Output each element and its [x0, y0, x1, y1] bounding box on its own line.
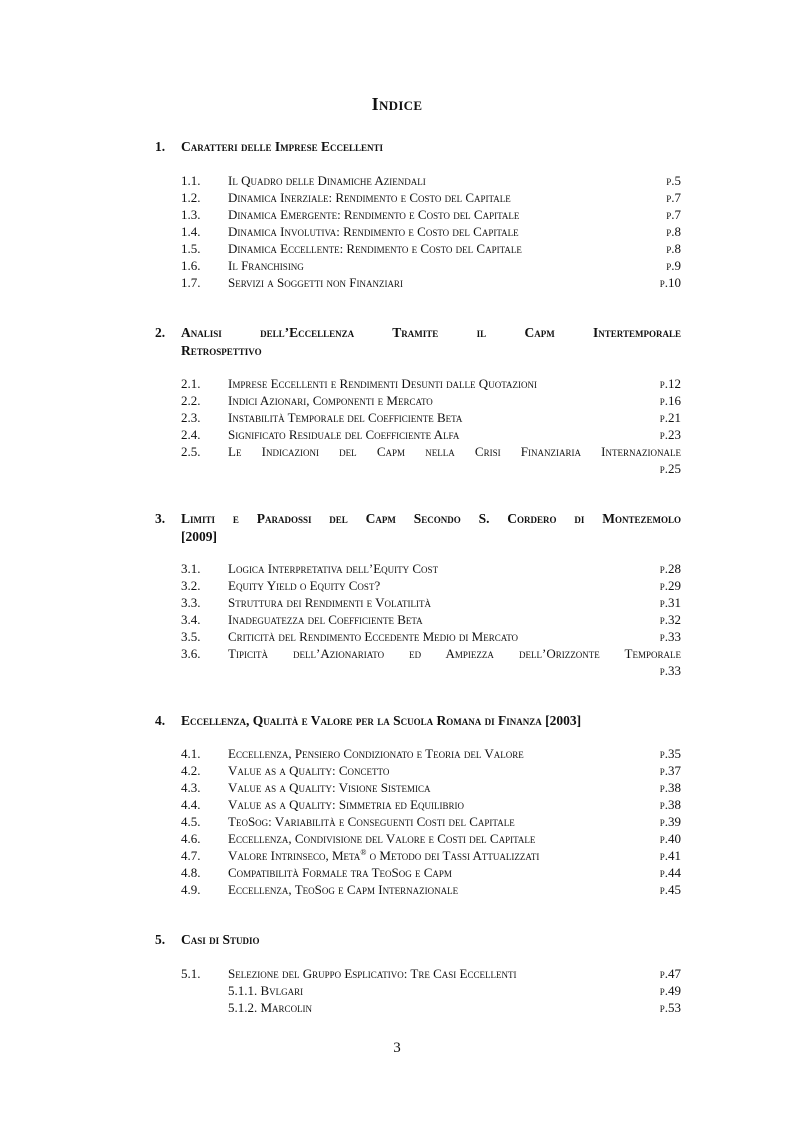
- toc-entry: [181, 965, 681, 982]
- toc-entry: [181, 392, 681, 409]
- entry-title: Logica Interpretativa dell’Equity Cost: [228, 561, 439, 576]
- chapter-title-continued: [2009]: [181, 528, 217, 544]
- entry-page: p.44: [659, 865, 681, 880]
- entry-number: 3.3.: [181, 595, 201, 610]
- entry-title: Dinamica Involutiva: Rendimento e Costo del Capitale: [228, 224, 519, 239]
- entry-title: Value as a Quality: Simmetria ed Equilibrio: [228, 797, 465, 812]
- toc-entry: [181, 426, 681, 443]
- entry-title: Eccellenza, Condivisione del Valore e Costi del Capitale: [228, 831, 536, 846]
- entry-page: p.7: [666, 207, 681, 222]
- chapter-number: 1.: [155, 139, 166, 154]
- entry-title: Eccellenza, TeoSog e Capm Internazionale: [228, 882, 459, 897]
- entry-page: p.5: [666, 173, 681, 188]
- entry-number: 2.1.: [181, 376, 201, 391]
- entry-page: p.8: [666, 241, 681, 256]
- entry-title: Value as a Quality: Visione Sistemica: [228, 780, 431, 795]
- entry-number: 5.1.: [181, 966, 201, 981]
- entry-number: 4.9.: [181, 882, 201, 897]
- toc-entry: [181, 240, 681, 257]
- chapter-heading: [155, 712, 681, 730]
- chapter-heading: [155, 324, 681, 359]
- entry-title: Equity Yield o Equity Cost?: [228, 578, 381, 593]
- entry-title: Dinamica Emergente: Rendimento e Costo del Capitale: [228, 207, 520, 222]
- toc-entry: [181, 830, 681, 847]
- subentry-title: 5.1.1. Bvlgari: [228, 983, 304, 998]
- entry-page: p.10: [659, 275, 681, 290]
- entry-title: Significato Residuale del Coefficiente Alfa: [228, 427, 460, 442]
- toc-entry: [181, 864, 681, 881]
- entry-page: p.28: [659, 561, 681, 576]
- entry-page: p.25: [659, 461, 681, 476]
- entry-page: p.31: [659, 595, 681, 610]
- entry-page: p.16: [659, 393, 681, 408]
- subentry-title: 5.1.2. Marcolin: [228, 1000, 313, 1015]
- entry-title: Eccellenza, Pensiero Condizionato e Teoria del Valore: [228, 746, 524, 761]
- toc-entry: [181, 189, 681, 206]
- entry-title: Selezione del Gruppo Esplicativo: Tre Casi Eccellenti: [228, 966, 517, 981]
- entry-number: 3.2.: [181, 578, 201, 593]
- toc-entry: [181, 847, 681, 864]
- entry-title: Le Indicazioni del Capm nella Crisi Finanziaria Internazionale: [228, 444, 681, 459]
- entry-number: 4.2.: [181, 763, 201, 778]
- page-number: 3: [393, 1040, 401, 1056]
- toc-entry: [181, 206, 681, 223]
- entry-number: 4.5.: [181, 814, 201, 829]
- toc-entry: [181, 409, 681, 426]
- entry-page: p.38: [659, 780, 681, 795]
- entry-title: Il Franchising: [228, 258, 304, 273]
- entry-title: Dinamica Eccellente: Rendimento e Costo del Capitale: [228, 241, 522, 256]
- entry-number: 1.4.: [181, 224, 201, 239]
- entry-page: p.33: [659, 629, 681, 644]
- entry-page: p.35: [659, 746, 681, 761]
- toc-entry: [181, 881, 681, 898]
- entry-title: Imprese Eccellenti e Rendimenti Desunti dalle Quotazioni: [228, 376, 537, 391]
- entry-number: 4.4.: [181, 797, 201, 812]
- entry-title: Criticità del Rendimento Eccedente Medio di Mercato: [228, 629, 519, 644]
- entry-title: Struttura dei Rendimenti e Volatilità: [228, 595, 432, 610]
- entry-number: 3.4.: [181, 612, 201, 627]
- entry-page: p.32: [659, 612, 681, 627]
- toc-entry: [181, 628, 681, 645]
- entry-number: 3.6.: [181, 646, 201, 661]
- entry-number: 3.5.: [181, 629, 201, 644]
- entry-number: 2.2.: [181, 393, 201, 408]
- entry-title: Compatibilità Formale tra TeoSog e Capm: [228, 865, 452, 880]
- entry-number: 2.5.: [181, 444, 201, 459]
- entry-page: p.49: [659, 983, 681, 998]
- toc-entry: [181, 443, 681, 460]
- entry-title: [228, 847, 539, 864]
- entry-page: p.33: [659, 663, 681, 678]
- registered-mark: ®: [360, 848, 367, 857]
- entry-number: 2.3.: [181, 410, 201, 425]
- entry-number: 4.7.: [181, 848, 201, 863]
- page-title: Indice: [371, 94, 423, 114]
- entry-number: 4.3.: [181, 780, 201, 795]
- entry-number: 2.4.: [181, 427, 201, 442]
- chapter-number: 2.: [155, 325, 166, 340]
- entry-title-part: Valore Intrinseco, Meta: [228, 848, 361, 863]
- chapter-heading: [155, 138, 681, 156]
- entry-page: p.39: [659, 814, 681, 829]
- entry-page: p.41: [659, 848, 681, 863]
- toc-entry: [181, 762, 681, 779]
- entry-page: p.38: [659, 797, 681, 812]
- entry-number: 1.6.: [181, 258, 201, 273]
- chapter-heading: [155, 510, 681, 545]
- toc-subentry: [181, 999, 681, 1016]
- entry-page: p.7: [666, 190, 681, 205]
- entry-number: 1.5.: [181, 241, 201, 256]
- toc-entry: [181, 779, 681, 796]
- entry-number: 4.1.: [181, 746, 201, 761]
- entry-number: 4.6.: [181, 831, 201, 846]
- chapter-number: 4.: [155, 713, 166, 728]
- entry-page: p.12: [659, 376, 681, 391]
- entry-page: p.53: [659, 1000, 681, 1015]
- entry-title: Indici Azionari, Componenti e Mercato: [228, 393, 433, 408]
- toc-entry: [181, 813, 681, 830]
- toc-entry: [181, 796, 681, 813]
- chapter-number: 3.: [155, 511, 166, 526]
- entry-title: TeoSog: Variabilità e Conseguenti Costi del Capitale: [228, 814, 515, 829]
- entry-title-part: o Metodo dei Tassi Attualizzati: [366, 848, 540, 863]
- entry-title: Il Quadro delle Dinamiche Aziendali: [228, 173, 426, 188]
- toc-entry: [181, 223, 681, 240]
- chapter-title: Analisi dell’Eccellenza Tramite il Capm Intertemporale: [181, 325, 681, 340]
- chapter-heading: [155, 931, 681, 949]
- toc-entry: [181, 375, 681, 392]
- entry-page: p.21: [659, 410, 681, 425]
- toc-entry: [181, 745, 681, 762]
- chapter-title: Eccellenza, Qualità e Valore per la Scuola Romana di Finanza [2003]: [181, 713, 582, 728]
- entry-number: 1.2.: [181, 190, 201, 205]
- chapter-title: Limiti e Paradossi del Capm Secondo S. Cordero di Montezemolo: [181, 511, 681, 526]
- toc-entry: [181, 172, 681, 189]
- toc-entry: [181, 645, 681, 662]
- entry-title: Inadeguatezza del Coefficiente Beta: [228, 612, 423, 627]
- chapter-title-continued: Retrospettivo: [181, 342, 262, 358]
- entry-page: p.45: [659, 882, 681, 897]
- toc-entry: [181, 594, 681, 611]
- entry-page: p.23: [659, 427, 681, 442]
- entry-title: Instabilità Temporale del Coefficiente Beta: [228, 410, 463, 425]
- toc-entry: [181, 611, 681, 628]
- entry-number: 1.7.: [181, 275, 201, 290]
- entry-number: 1.1.: [181, 173, 201, 188]
- chapter-title: Casi di Studio: [181, 932, 260, 947]
- chapter-title: Caratteri delle Imprese Eccellenti: [181, 139, 384, 154]
- toc-subentry: [181, 982, 681, 999]
- entry-title: Servizi a Soggetti non Finanziari: [228, 275, 403, 290]
- entry-page: p.47: [659, 966, 681, 981]
- toc-entry: [181, 274, 681, 291]
- entry-title: Dinamica Inerziale: Rendimento e Costo del Capitale: [228, 190, 511, 205]
- entry-page: p.40: [659, 831, 681, 846]
- toc-entry: [181, 560, 681, 577]
- entry-title: Value as a Quality: Concetto: [228, 763, 390, 778]
- toc-entry: [181, 577, 681, 594]
- entry-page: p.8: [666, 224, 681, 239]
- entry-title: Tipicità dell’Azionariato ed Ampiezza dell’Orizzonte Temporale: [228, 646, 681, 661]
- entry-number: 4.8.: [181, 865, 201, 880]
- toc-entry: [181, 257, 681, 274]
- entry-page: p.29: [659, 578, 681, 593]
- entry-page: p.9: [666, 258, 681, 273]
- entry-number: 1.3.: [181, 207, 201, 222]
- entry-number: 3.1.: [181, 561, 201, 576]
- entry-page: p.37: [659, 763, 681, 778]
- chapter-number: 5.: [155, 932, 166, 947]
